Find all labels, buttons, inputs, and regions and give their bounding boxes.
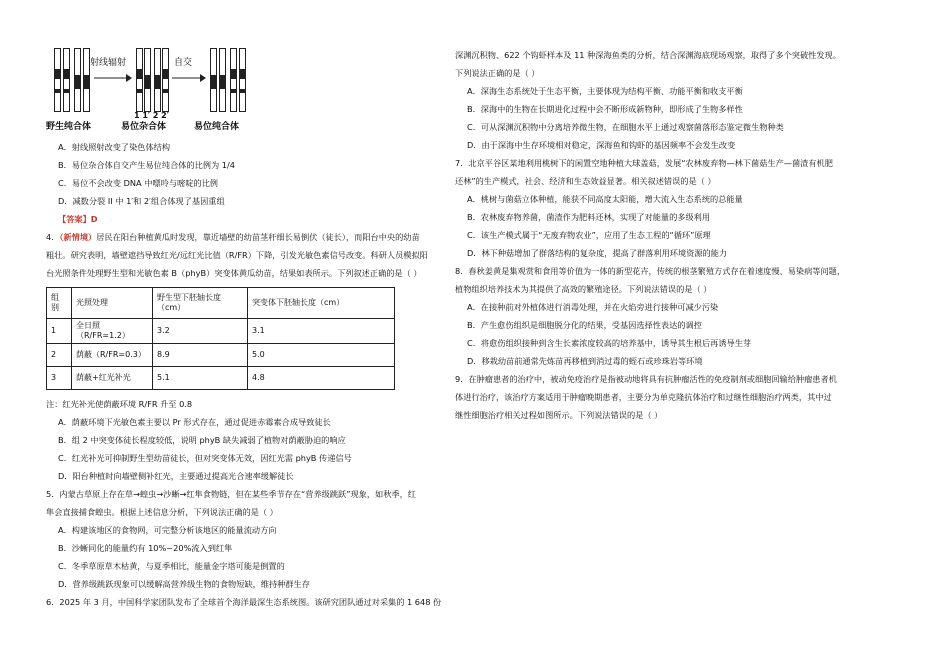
chromosome-icon <box>230 48 237 112</box>
table-cell: 全日照（R/FR=1.2） <box>72 319 153 344</box>
arrow-icon <box>172 72 206 84</box>
chromosome-icon <box>144 48 151 112</box>
table-header-row <box>47 288 395 319</box>
table-header-cell: 光照处理 <box>72 288 153 319</box>
table-cell: 8.9 <box>153 344 248 367</box>
q8-option-a: A．在接种前对外植体进行消毒处理，并在火焰旁进行接种可减少污染 <box>467 302 719 312</box>
table-row <box>47 367 395 390</box>
chromosome-icon <box>210 48 217 112</box>
chromosome-icon <box>83 48 90 112</box>
q6-option-d: D．由于深海中生存环境相对稳定，深海鱼和钩虾的基因频率不会发生改变 <box>467 140 736 150</box>
q7-stem-line1: 7．北京平谷区某地利用桃树下的闲置空地种植大球盖菇，发展“农林废弃物—林下菌菇生产—菌渣有机肥 <box>455 158 833 168</box>
answer-label: 【答案】 <box>58 214 91 224</box>
q4-stem-line1 <box>46 232 420 242</box>
table-cell: 3 <box>47 367 72 390</box>
q5-option-c: C．冬季草原草木枯黄，与夏季相比，能量金字塔可能是倒置的 <box>58 561 285 571</box>
q6-stem-line2: 深渊沉积物、622 个钩虾样本及 11 种深海鱼类的分析，结合深渊海底现场观察，取得了多个突破性发现。 <box>455 50 841 60</box>
table-cell: 3.2 <box>153 319 248 344</box>
q5-option-d: D．营养级跳跃现象可以缓解高营养级生物的食物短缺，维持种群生存 <box>58 579 310 589</box>
q3-answer <box>58 214 98 224</box>
q4-data-table <box>46 287 395 390</box>
translocation-diagram <box>46 42 246 134</box>
table-cell: 荫蔽（R/FR=0.3） <box>72 344 153 367</box>
q7-stem-line2: 还林”的生产模式，社会、经济和生态效益显著。相关叙述错误的是（ ） <box>455 176 716 186</box>
q6-stem-line1: 6．2025 年 3 月，中国科学家团队发布了全球首个海洋最深生态系统图。该研究团队通过对采集的 1 648 份 <box>46 597 442 607</box>
q9-stem-line1: 9．在肿瘤患者的治疗中，被动免疫治疗是指被动地将具有抗肿瘤活性的免疫制剂或细胞回输给肿瘤患者机 <box>455 374 837 384</box>
q8-option-c: C．将愈伤组织接种到含生长素浓度较高的培养基中，诱导其生根后再诱导生芽 <box>467 338 752 348</box>
table-cell: 2 <box>47 344 72 367</box>
q4-stem-line3: 台光照条件处理野生型和光敏色素 B（phyB）突变体黄瓜幼苗，结果如表所示。下列叙述正确的是（ ） <box>46 268 422 278</box>
table-cell: 1 <box>47 319 72 344</box>
q4-option-b: B．组 2 中突变体徒长程度较低，说明 phyB 缺失减弱了植物对荫蔽胁迫的响应 <box>58 435 346 445</box>
q9-stem-line2: 体进行治疗，该治疗方案适用于肿瘤晚期患者，主要分为单克隆抗体治疗和过继性细胞治疗两类，其中过 <box>455 392 832 402</box>
q3-option-d: D．减数分裂 II 中 1′和 2′组合体现了基因重组 <box>58 196 225 206</box>
q5-option-b: B．沙蜥同化的能量约有 10%~20%流入到红隼 <box>58 543 233 553</box>
arrow-icon <box>94 72 132 84</box>
table-header-cell: 突变体下胚轴长度（cm） <box>248 288 395 319</box>
arrow1-label: 射线辐射 <box>90 58 127 68</box>
q8-stem-line1: 8．春秋姜黄是集观赏和食用等价值为一体的新型花卉，传统的根茎繁殖方式存在着速度慢、易染病等问题， <box>455 266 846 276</box>
q4-option-a: A．荫蔽环境下光敏色素主要以 Pr 形式存在，通过促进赤霉素合成导致徒长 <box>58 417 331 427</box>
chromosome-icon <box>136 48 143 112</box>
q7-option-c: C．该生产模式属于“无废弃物农业”，应用了生态工程的“循环”原理 <box>467 230 711 240</box>
q4-tag: （新情境） <box>59 232 97 242</box>
q4-note: 注：红光补光使荫蔽环境 R/FR 升至 0.8 <box>46 399 193 409</box>
q7-option-b: B．农林废弃物养菌，菌渣作为肥料还林，实现了对能量的多级利用 <box>467 212 711 222</box>
table-header-cell: 野生型下胚轴长度 （cm） <box>153 288 248 319</box>
chromosome-icon <box>239 48 246 112</box>
table-row <box>47 319 395 344</box>
table-cell: 5.1 <box>153 367 248 390</box>
q6-option-c: C．可从深渊沉积物中分离培养微生物，在细胞水平上通过观察菌落形态鉴定微生物种类 <box>467 122 784 132</box>
table-header-cell: 组 别 <box>47 288 72 319</box>
q6-stem-line3: 下列说法正确的是（ ） <box>455 68 540 78</box>
table-cell: 4.8 <box>248 367 395 390</box>
q3-option-a: A．射线照射改变了染色体结构 <box>58 142 171 152</box>
chromosome-numbers: 1 1′ 2 2′ <box>134 111 169 120</box>
q8-option-d: D．移栽幼苗前通常先炼苗再移植到消过毒的蛭石或珍珠岩等环境 <box>467 356 703 366</box>
q9-stem-line3: 继性细胞治疗相关过程如图所示。下列说法错误的是（ ） <box>455 410 663 420</box>
q4-stem-line2: 粗壮。研究表明，墙壁遮挡导致红光/远红光比值（R/FR）下降，引发光敏色素信号改变。科研人员模拟阳 <box>46 250 428 260</box>
q5-stem-line2: 隼会直接捕食蝗虫。根据上述信息分析，下列说法正确的是（ ） <box>46 507 278 517</box>
chromosome-icon <box>219 48 226 112</box>
q5-stem-line1: 5．内蒙古草原上存在草→蝗虫→沙蜥→红隼食物链，但在某些季节存在“营养级跳跃”现象，如秋季，红 <box>46 489 416 499</box>
caption-wild: 野生纯合体 <box>46 122 92 132</box>
answer-value: D <box>90 214 98 224</box>
q6-option-a: A．深海生态系统处于生态平衡，主要体现为结构平衡、功能平衡和收支平衡 <box>467 86 743 96</box>
q3-option-c: C．易位不会改变 DNA 中嘌呤与嘧啶的比例 <box>58 178 218 188</box>
q4-option-c: C．红光补光可抑制野生型幼苗徒长，但对突变体无效，因红光需 phyB 传递信号 <box>58 453 352 463</box>
chromosome-icon <box>74 48 81 112</box>
q7-option-d: D．林下种菇增加了群落结构的复杂度，提高了群落利用环境资源的能力 <box>467 248 728 258</box>
q4-text-1: 居民在阳台种植黄瓜时发现，靠近墙壁的幼苗茎秆细长易倒伏（徒长），而阳台中央的幼苗 <box>96 232 420 242</box>
q3-option-b: B．易位杂合体自交产生易位纯合体的比例为 1/4 <box>58 160 235 170</box>
q8-stem-line2: 植物组织培养技术为其提供了高效的繁殖途径。下列说法错误的是（ ） <box>455 284 712 294</box>
chromosome-icon <box>154 48 161 112</box>
table-cell: 荫蔽+红光补光 <box>72 367 153 390</box>
table-cell: 3.1 <box>248 319 395 344</box>
q6-option-b: B．深海中的生物在长期进化过程中会不断形成新物种，即形成了生物多样性 <box>467 104 743 114</box>
q4-option-d: D．阳台种植时向墙壁侧补红光，主要通过提高光合速率缓解徒长 <box>58 471 294 481</box>
caption-hetero: 易位杂合体 <box>121 122 167 132</box>
table-row <box>47 344 395 367</box>
q4-number: 4． <box>46 232 60 242</box>
q8-option-b: B．产生愈伤组织是细胞脱分化的结果，受基因选择性表达的调控 <box>467 320 702 330</box>
arrow2-label: 自交 <box>174 58 193 68</box>
chromosome-icon <box>54 48 61 112</box>
q5-option-a: A．构建该地区的食物网，可完整分析该地区的能量流动方向 <box>58 525 277 535</box>
table-cell: 5.0 <box>248 344 395 367</box>
caption-homo: 易位纯合体 <box>194 122 240 132</box>
q7-option-a: A．桃树与菌菇立体种植，能获不同高度太阳能，增大流入生态系统的总能量 <box>467 194 743 204</box>
chromosome-icon <box>63 48 70 112</box>
chromosome-icon <box>162 48 169 112</box>
